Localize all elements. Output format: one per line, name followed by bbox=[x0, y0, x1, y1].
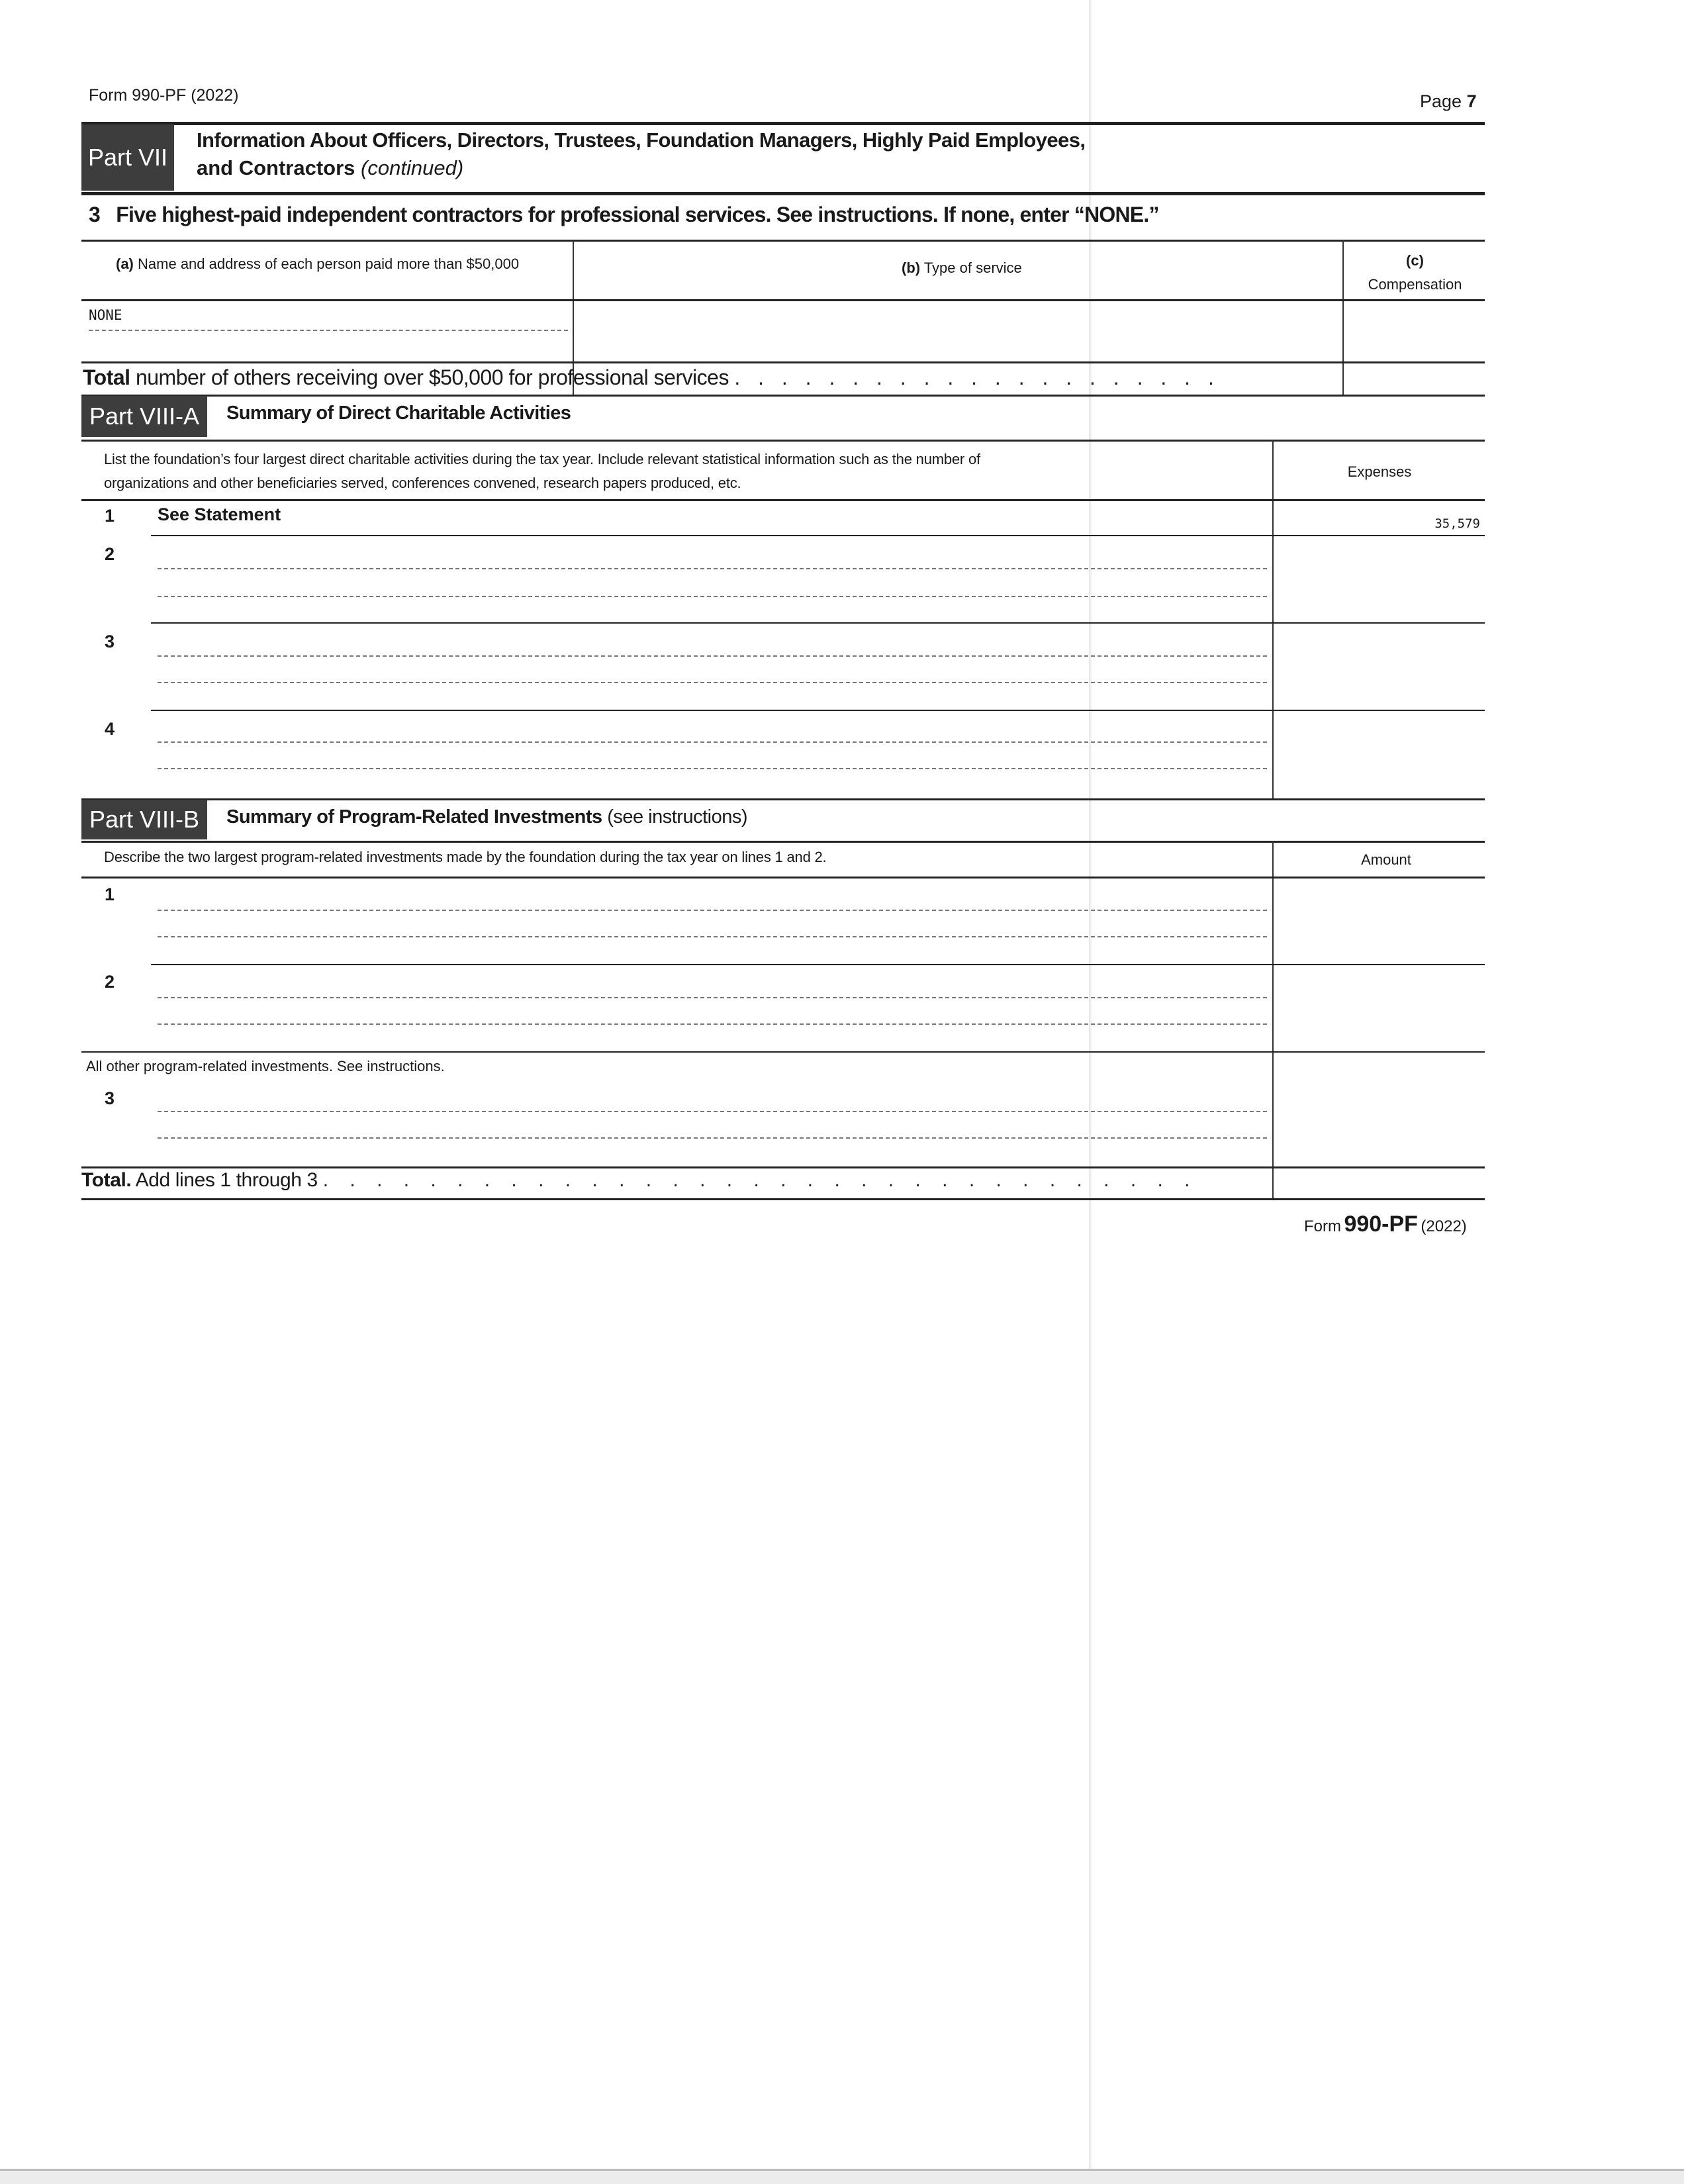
form-title: Form 990-PF (2022) bbox=[89, 86, 239, 105]
col-a-text: Name and address of each person paid more than $50,000 bbox=[138, 256, 520, 272]
page-label: Page bbox=[1420, 91, 1462, 111]
col-c-header bbox=[1344, 249, 1486, 297]
col-b-text: Type of service bbox=[923, 260, 1022, 276]
part8a-line3-dash1 bbox=[158, 655, 1267, 657]
contractors-header-rule bbox=[81, 299, 1485, 301]
part8a-line1-text: See Statement bbox=[158, 504, 281, 524]
part8b-line2-dash1 bbox=[158, 997, 1267, 998]
part8b-line3-dash1 bbox=[158, 1111, 1267, 1112]
part7-label: Part VII bbox=[81, 124, 174, 191]
part8a-table-rule bbox=[81, 499, 1485, 501]
part8b-table-rule bbox=[81, 877, 1485, 878]
contractors-table-top-rule bbox=[81, 240, 1485, 242]
part8b-description: Describe the two largest program-related investments made by the foundation during the tax year on lines 1 and 2. bbox=[104, 849, 827, 865]
col-a-header bbox=[116, 256, 519, 273]
part7-bottom-rule bbox=[81, 192, 1485, 195]
footer-form-number: 990-PF bbox=[1344, 1211, 1418, 1237]
part8a-line1-amount: 35,579 bbox=[1434, 516, 1480, 531]
contractor-row1-dash bbox=[89, 330, 568, 331]
part8b-line2-rule bbox=[81, 1051, 1485, 1053]
col-a-letter: (a) bbox=[116, 256, 134, 272]
part8a-line1-number: 1 bbox=[105, 506, 115, 526]
part8b-line2-number: 2 bbox=[105, 972, 115, 992]
part8a-line2-number: 2 bbox=[105, 544, 115, 564]
part8a-line2-dash1 bbox=[158, 568, 1267, 569]
contractors-total-dots: . . . . . . . . . . . . . . . . . . . . . bbox=[734, 365, 1220, 389]
contractors-total-line bbox=[83, 365, 1220, 390]
scan-fold-line bbox=[1089, 0, 1092, 2182]
part8a-title: Summary of Direct Charitable Activities bbox=[226, 403, 571, 424]
contractors-total-rule bbox=[81, 361, 1485, 363]
part8b-top-rule bbox=[81, 798, 1485, 800]
part8a-top-rule bbox=[81, 395, 1485, 397]
col-b-letter: (b) bbox=[902, 260, 921, 276]
footer-year: (2022) bbox=[1421, 1217, 1467, 1235]
part8b-bottom-rule bbox=[81, 1198, 1485, 1200]
part8a-line3-dash2 bbox=[158, 682, 1267, 683]
part8b-line1-dash1 bbox=[158, 910, 1267, 911]
part8a-col-header: Expenses bbox=[1347, 463, 1412, 480]
contractors-total-bold: Total bbox=[83, 365, 130, 389]
part7-title-line1: Information About Officers, Directors, Trustees, Foundation Managers, Highly Paid Employees, bbox=[197, 128, 1086, 152]
part8a-line3-number: 3 bbox=[105, 632, 115, 651]
part8a-amount-divider bbox=[1272, 440, 1274, 798]
part8b-title-line bbox=[226, 806, 747, 828]
part8b-label: Part VIII-B bbox=[81, 800, 207, 839]
page-number-value: 7 bbox=[1466, 91, 1477, 111]
section3-text: Five highest-paid independent contractors for professional services. See instructions. If none, enter “NONE.” bbox=[116, 203, 1159, 226]
part8b-col-header: Amount bbox=[1361, 851, 1411, 868]
part8a-header-rule bbox=[81, 440, 1485, 442]
footer-form-word: Form bbox=[1304, 1217, 1341, 1235]
part8b-total-text: Add lines 1 through 3 bbox=[135, 1169, 318, 1191]
part8b-line2-dash2 bbox=[158, 1023, 1267, 1025]
col-b-header bbox=[902, 260, 1022, 277]
part8b-total-line bbox=[81, 1169, 1198, 1192]
part8b-other-text: All other program-related investments. See instructions. bbox=[86, 1058, 445, 1074]
part7-title-text: and Contractors bbox=[197, 156, 355, 179]
contractors-total-text: number of others receiving over $50,000 for professional services bbox=[135, 365, 729, 389]
part8a-line3-rule bbox=[151, 710, 1485, 711]
part8b-total-rule bbox=[81, 1166, 1485, 1168]
part8a-line4-dash2 bbox=[158, 768, 1267, 769]
footer-form-id bbox=[1304, 1211, 1467, 1237]
part8b-line1-number: 1 bbox=[105, 884, 115, 904]
part8b-total-dots: . . . . . . . . . . . . . . . . . . . . . . . . . . . . . . . . . bbox=[322, 1169, 1198, 1191]
part8b-line3-number: 3 bbox=[105, 1088, 115, 1108]
part8b-line1-dash2 bbox=[158, 936, 1267, 937]
col-c-text: Compensation bbox=[1368, 276, 1462, 293]
part8b-title-suffix: (see instructions) bbox=[607, 806, 747, 828]
part8b-title: Summary of Program-Related Investments bbox=[226, 806, 602, 828]
part8a-line2-dash2 bbox=[158, 596, 1267, 597]
part8b-total-bold: Total. bbox=[81, 1169, 132, 1191]
section3-number: 3 bbox=[89, 203, 100, 226]
part8a-line2-rule bbox=[151, 622, 1485, 624]
part8b-line1-rule bbox=[151, 964, 1485, 965]
contractor-row1-name: NONE bbox=[89, 307, 122, 323]
section3-heading bbox=[89, 203, 1159, 227]
part8a-line1-rule bbox=[151, 535, 1485, 536]
part8b-line3-dash2 bbox=[158, 1137, 1267, 1139]
page-number bbox=[1420, 91, 1477, 112]
col-c-letter: (c) bbox=[1406, 252, 1424, 269]
part8a-description bbox=[104, 448, 980, 495]
part8a-line4-dash1 bbox=[158, 741, 1267, 743]
part8a-desc-line2: organizations and other beneficiaries served, conferences convened, research papers produced, etc. bbox=[104, 475, 741, 491]
part7-top-rule bbox=[81, 122, 1485, 125]
part8a-line4-number: 4 bbox=[105, 719, 115, 739]
part7-title-continued: (continued) bbox=[361, 156, 464, 179]
part8a-desc-line1: List the foundation’s four largest direct charitable activities during the tax year. Include relevant statistical information such as the number of bbox=[104, 451, 980, 467]
part7-title-line2 bbox=[197, 156, 463, 180]
part8b-amount-divider bbox=[1272, 841, 1274, 1198]
part8b-header-rule bbox=[81, 841, 1485, 843]
part8a-label: Part VIII-A bbox=[81, 396, 207, 437]
